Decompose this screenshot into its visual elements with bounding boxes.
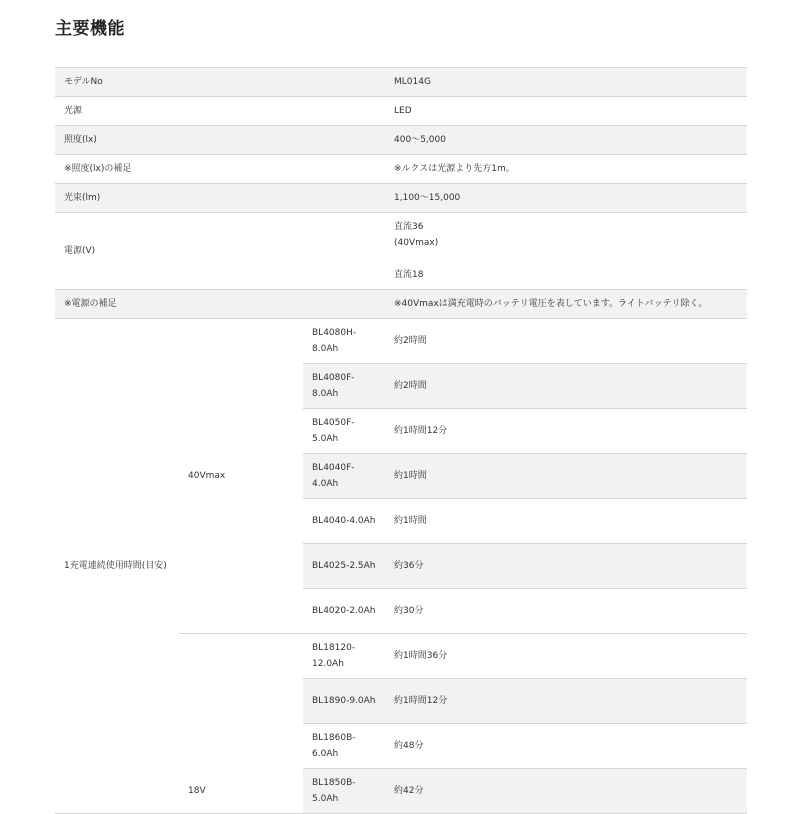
battery-name: BL1850B-5.0Ah — [303, 769, 385, 814]
battery-name: BL4080F-8.0Ah — [303, 364, 385, 409]
spec-label: 光源 — [55, 97, 385, 126]
spec-value: 1,100〜15,000 — [385, 184, 747, 213]
spec-value: ※ルクスは光源より先方1m。 — [385, 155, 747, 184]
power-line-3: 直流18 — [394, 270, 424, 280]
runtime-value: 約2時間 — [385, 364, 747, 409]
battery-name: BL1860B-6.0Ah — [303, 724, 385, 769]
runtime-value: 約48分 — [385, 724, 747, 769]
runtime-row — [55, 319, 747, 364]
spec-row-power — [55, 213, 747, 290]
runtime-value: 約42分 — [385, 769, 747, 814]
spec-row-luminous-flux — [55, 184, 747, 213]
power-line-2: (40Vmax) — [394, 238, 439, 248]
battery-name: BL4040-4.0Ah — [303, 499, 385, 544]
spec-label: 電源(V) — [55, 213, 385, 290]
spec-label: ※照度(lx)の補足 — [55, 155, 385, 184]
battery-name: BL1890-9.0Ah — [303, 679, 385, 724]
spec-row-illuminance — [55, 126, 747, 155]
spec-label: 光束(lm) — [55, 184, 385, 213]
spec-row-light-source — [55, 97, 747, 126]
battery-name: BL4020-2.0Ah — [303, 589, 385, 634]
spec-label: モデルNo — [55, 68, 385, 97]
spec-row-illuminance-note — [55, 155, 747, 184]
spec-label: 照度(lx) — [55, 126, 385, 155]
runtime-value: 約1時間 — [385, 499, 747, 544]
spec-row-model — [55, 68, 747, 97]
power-line-1: 直流36 — [394, 222, 424, 232]
battery-name: BL4050F-5.0Ah — [303, 409, 385, 454]
spec-label: ※電源の補足 — [55, 290, 385, 319]
spec-value: ML014G — [385, 68, 747, 97]
runtime-value: 約2時間 — [385, 319, 747, 364]
spacer — [394, 251, 739, 267]
battery-name: BL4040F-4.0Ah — [303, 454, 385, 499]
spec-value — [385, 213, 747, 290]
spec-row-power-note — [55, 290, 747, 319]
battery-name: BL4080H-8.0Ah — [303, 319, 385, 364]
runtime-value: 約1時間12分 — [385, 679, 747, 724]
runtime-label: 1充電連続使用時間(目安) — [55, 319, 179, 814]
runtime-group-40v: 40Vmax — [179, 319, 303, 634]
page-title: 主要機能 — [55, 19, 125, 39]
spec-value: LED — [385, 97, 747, 126]
runtime-value: 約1時間36分 — [385, 634, 747, 679]
runtime-value: 約30分 — [385, 589, 747, 634]
runtime-value: 約36分 — [385, 544, 747, 589]
spec-value: 400〜5,000 — [385, 126, 747, 155]
runtime-value: 約1時間12分 — [385, 409, 747, 454]
spec-table — [55, 67, 747, 814]
battery-name: BL18120-12.0Ah — [303, 634, 385, 679]
spec-value: ※40Vmaxは満充電時のバッテリ電圧を表しています。ライトバッテリ除く。 — [385, 290, 747, 319]
battery-name: BL4025-2.5Ah — [303, 544, 385, 589]
runtime-group-18v: 18V — [179, 634, 303, 814]
runtime-value: 約1時間 — [385, 454, 747, 499]
